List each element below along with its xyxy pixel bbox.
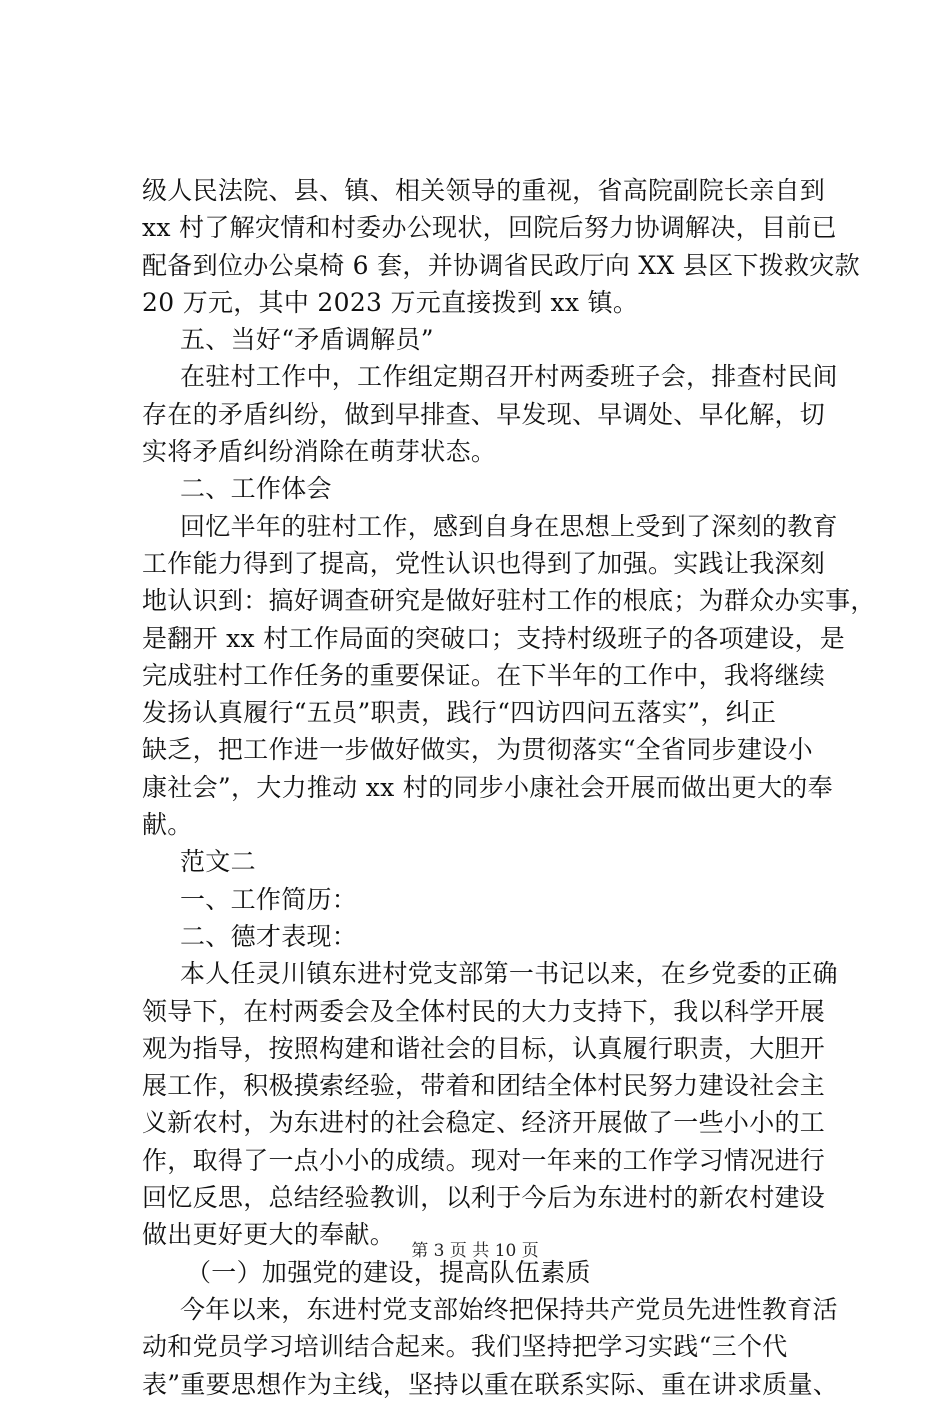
- section-heading: 范文二: [180, 847, 256, 877]
- text-line: 缺乏，把工作进一步做好做实，为贯彻落实“全省同步建设小: [142, 735, 813, 765]
- text-line: 完成驻村工作任务的重要保证。在下半年的工作中，我将继续: [142, 660, 826, 690]
- section-heading: 一、工作简历：: [180, 884, 358, 914]
- text-line: 级人民法院、县、镇、相关领导的重视，省高院副院长亲自到: [142, 176, 826, 205]
- section-heading: （一）加强党的建设，提高队伍素质: [186, 1257, 591, 1287]
- text-line: 回忆半年的驻村工作，感到自身在思想上受到了深刻的教育: [180, 511, 838, 541]
- text-line: 献。: [142, 810, 193, 840]
- text-line: 20 万元，其中 2023 万元直接拨到 xx 镇。: [142, 287, 639, 317]
- text-line: 是翻开 xx 村工作局面的突破口；支持村级班子的各项建设，是: [142, 623, 846, 653]
- text-line: 康社会”，大力推动 xx 村的同步小康社会开展而做出更大的奉: [142, 772, 833, 802]
- section-heading: 五、当好“矛盾调解员”: [180, 325, 434, 355]
- text-line: 做出更好更大的奉献。: [142, 1220, 396, 1250]
- text-line: 领导下，在村两委会及全体村民的大力支持下，我以科学开展: [142, 996, 826, 1026]
- text-line: 动和党员学习培训结合起来。我们坚持把学习实践“三个代: [142, 1332, 788, 1362]
- text-line: 展工作，积极摸索经验，带着和团结全体村民努力建设社会主: [142, 1071, 826, 1101]
- document-body: [142, 172, 876, 1403]
- section-heading: 二、工作体会: [180, 474, 332, 504]
- text-line: 在驻村工作中，工作组定期召开村两委班子会，排查村民间: [180, 362, 838, 392]
- text-line: 作，取得了一点小小的成绩。现对一年来的工作学习情况进行: [142, 1145, 826, 1175]
- text-line: 存在的矛盾纠纷，做到早排查、早发现、早调处、早化解，切: [142, 399, 826, 429]
- text-line: 观为指导，按照构建和谐社会的目标，认真履行职责，大胆开: [142, 1033, 826, 1063]
- text-line: 发扬认真履行“五员”职责，践行“四访四问五落实”，纠正: [142, 698, 777, 728]
- page-number-footer: 第 3 页 共 10 页: [411, 1241, 539, 1261]
- text-line: 配备到位办公桌椅 6 套，并协调省民政厅向 XX 县区下拨救灾款: [142, 250, 860, 280]
- section-heading: 二、德才表现：: [180, 921, 358, 951]
- text-line: 义新农村，为东进村的社会稳定、经济开展做了一些小小的工: [142, 1108, 826, 1138]
- text-line: 实将矛盾纠纷消除在萌芽状态。: [142, 437, 497, 467]
- text-line: 本人任灵川镇东进村党支部第一书记以来，在乡党委的正确: [180, 959, 838, 989]
- text-line: 回忆反思，总结经验教训，以利于今后为东进村的新农村建设: [142, 1183, 826, 1213]
- text-line: 表”重要思想作为主线，坚持以重在联系实际、重在讲求质量、: [142, 1369, 839, 1399]
- text-line: 今年以来，东进村党支部始终把保持共产党员先进性教育活: [180, 1294, 838, 1324]
- text-line: 地认识到：搞好调查研究是做好驻村工作的根底；为群众办实事，: [142, 586, 876, 616]
- text-line: xx 村了解灾情和村委办公现状，回院后努力协调解决，目前已: [142, 213, 837, 243]
- text-line: 工作能力得到了提高，党性认识也得到了加强。实践让我深刻: [142, 548, 826, 578]
